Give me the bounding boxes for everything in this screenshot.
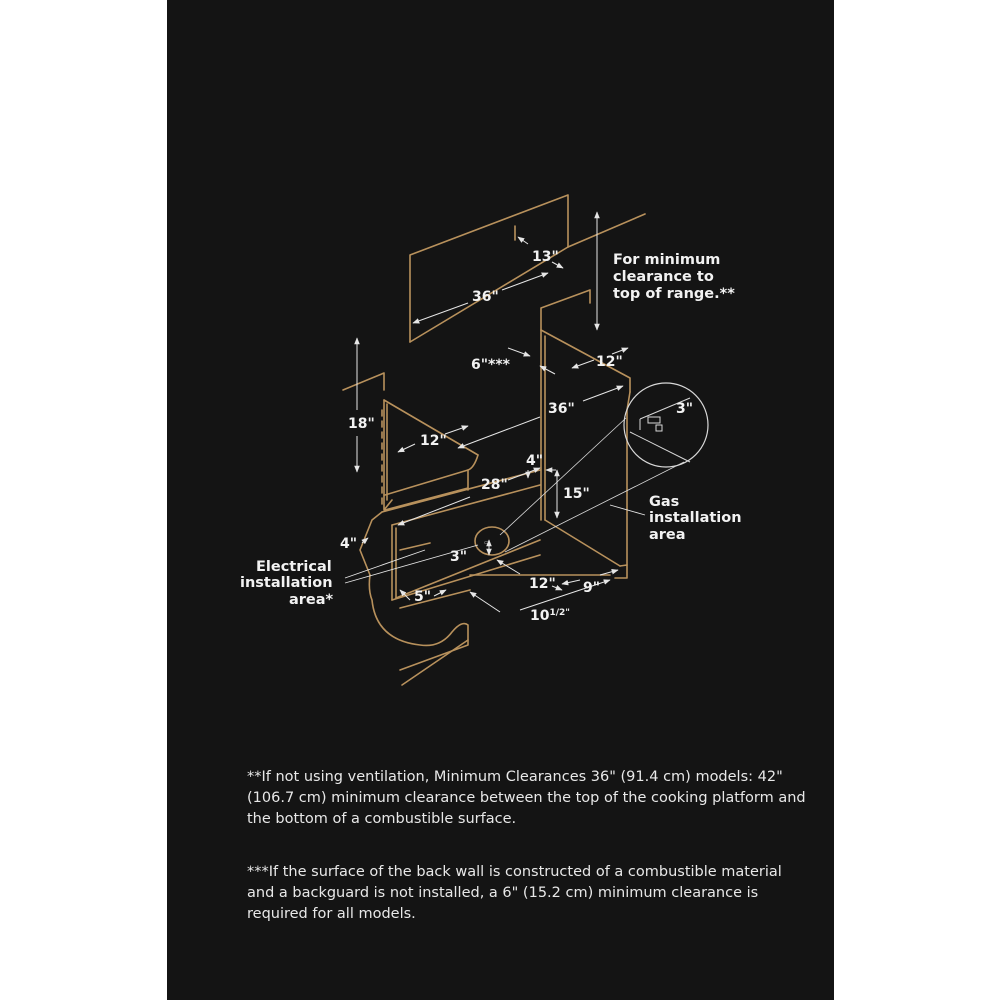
label-elec-offset: 4" [340,536,358,552]
dimension-lines [357,212,628,612]
label-gas-width: 12" [529,576,556,592]
label-side-offset: 4" [526,453,544,469]
leader-lines [345,505,645,583]
label-gas-side: 9" [583,580,601,596]
label-span-main: 10 [530,608,550,624]
label-above-counter: 18" [348,416,375,432]
label-counter-width: 36" [548,401,575,417]
label-hood-depth: 13" [532,249,559,265]
left-cabinet-outline [343,373,478,510]
label-min-clearance-3: top of range.** [613,286,735,302]
base-cabinet-outline [360,470,610,685]
label-min-clearance-1: For minimum [613,252,721,268]
side-wall-outline [541,290,630,578]
hood-outline [410,195,645,342]
label-gas-height: 15" [563,486,590,502]
label-backwall: 6"*** [471,357,510,373]
label-elec-2: installation [240,575,333,591]
label-elec-1: Electrical [256,559,332,575]
label-span-sup: 1/2" [549,608,570,618]
label-elec-height: 3" [450,549,468,565]
label-hood-width: 36" [472,289,499,305]
label-counter-height: 28" [481,477,508,493]
label-elec-3: area* [289,592,334,608]
backwall-note: ***If the surface of the back wall is constructed of a combustible material and a backguard is not installed, a 6" (15.2 cm) minimum clearance is required for all models. [247,864,782,922]
label-min-clearance-2: clearance to [613,269,714,285]
label-gas-3: area [649,527,686,543]
label-span [530,608,570,624]
label-cabinet-depth: 12" [420,433,447,449]
label-side-depth: 12" [596,354,623,370]
label-gas-detail: 3" [676,401,694,417]
label-gas-1: Gas [649,494,680,510]
label-elec-width: 5" [414,589,432,605]
ventilation-note: **If not using ventilation, Minimum Clearances 36" (91.4 cm) models: 42" (106.7 cm) minimum clearance between the top of the cooking platform and the bottom of a combustible surface. [247,769,806,827]
gas-area-mark: ▭ [484,540,489,546]
label-gas-2: installation [649,510,742,526]
